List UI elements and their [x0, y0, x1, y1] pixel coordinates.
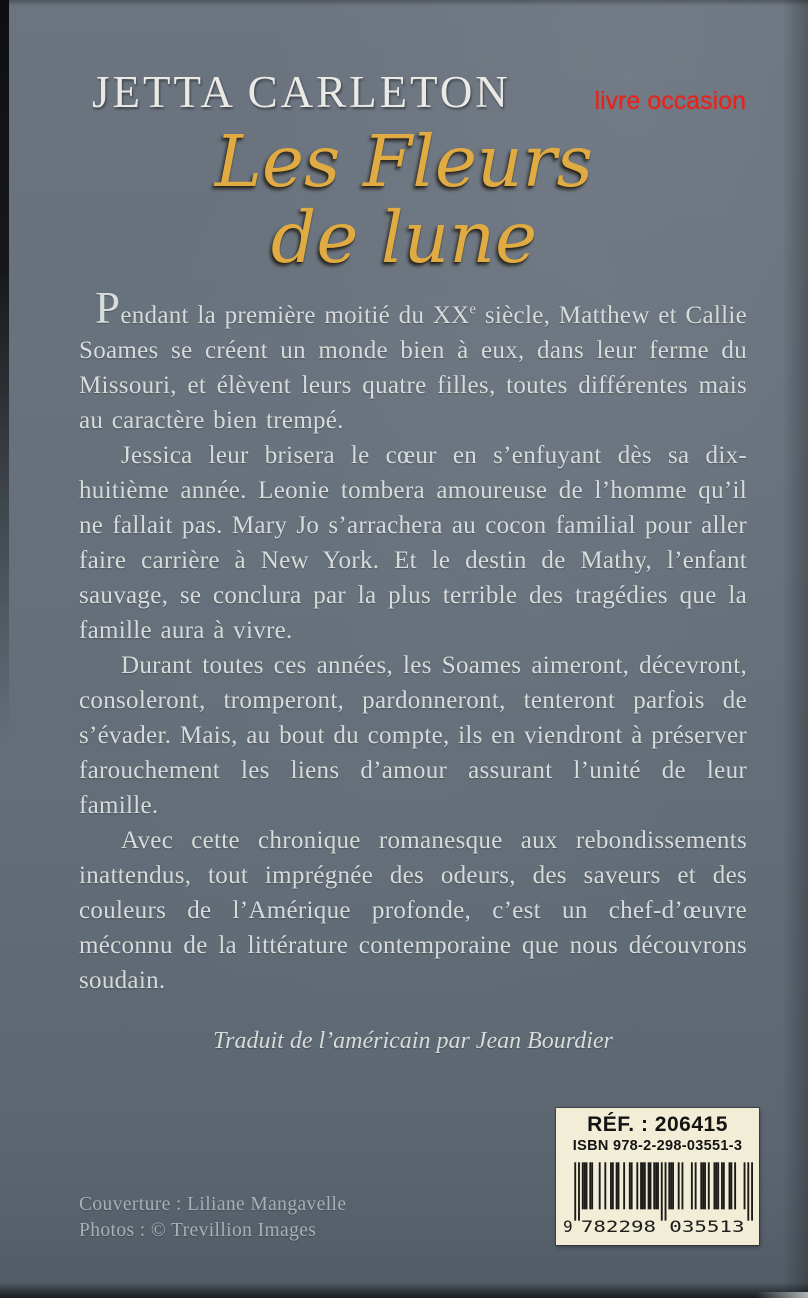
ean13-barcode — [563, 1157, 753, 1241]
photo-credit: Photos : © Trevillion Images — [79, 1220, 317, 1241]
credits-block — [79, 1192, 346, 1244]
photo-corner-highlight — [756, 1292, 808, 1298]
synopsis-paragraph-3: Durant toutes ces années, les Soames aimeront, décevront, consoleront, tromperont, pardonneront, tenteront parfois de s’évader. Mais, au bout du compte, ils en viendront à préserver farouchement les liens d’amour assurant l’unité de leur famille. — [79, 652, 747, 819]
photo-edge-left-shadow — [0, 0, 9, 780]
translator-credit: Traduit de l’américain par Jean Bourdier — [213, 1028, 613, 1054]
cover-artist-credit: Couverture : Liliane Mangavelle — [79, 1194, 347, 1215]
barcode-label — [556, 1108, 759, 1245]
svg-text:782298: 782298 — [580, 1216, 656, 1236]
isbn-number: ISBN 978-2-298-03551-3 — [572, 1138, 743, 1154]
author-name: JETTA CARLETON — [92, 67, 511, 117]
used-book-stamp: livre occasion — [594, 87, 746, 115]
synopsis-paragraph-1 — [79, 283, 747, 438]
synopsis-paragraph-1-rest: siècle, Matthew et Callie Soames se créent un monde bien à eux, dans leur ferme du Missouri, et élèvent leurs quatre filles, toutes différentes mais au caractère bien trempé. — [79, 302, 747, 434]
svg-text:035513: 035513 — [668, 1216, 745, 1236]
book-title-line1: Les Fleurs — [214, 120, 594, 203]
svg-text:9: 9 — [562, 1216, 573, 1236]
photo-edge-bottom-shadow — [0, 1282, 808, 1298]
synopsis-paragraph-2: Jessica leur brisera le cœur en s’enfuyant dès sa dix-huitième année. Leonie tombera amoureuse de l’homme qu’il ne fallait pas. Mary Jo s’arrachera au cocon familial pour aller faire carrière à New York. Et le destin de Mathy, l’enfant sauvage, se conclura par la plus terrible des tragédies que la famille aura à vivre. — [79, 442, 747, 644]
synopsis — [79, 283, 747, 998]
century-superscript: e — [469, 301, 477, 318]
book-title-line2: de lune — [270, 196, 538, 279]
synopsis-paragraph-1-text: endant la première moitié du XX — [120, 302, 470, 329]
synopsis-paragraph-4: Avec cette chronique romanesque aux rebondissements inattendus, tout imprégnée des odeurs, des saveurs et des couleurs de l’Amérique profonde, c’est un chef-d’œuvre méconnu de la littérature contemporaine que nous découvrons soudain. — [79, 827, 747, 994]
book-title — [0, 120, 808, 279]
drop-cap: P — [95, 283, 121, 333]
reference-number: RÉF. : 206415 — [587, 1113, 728, 1136]
